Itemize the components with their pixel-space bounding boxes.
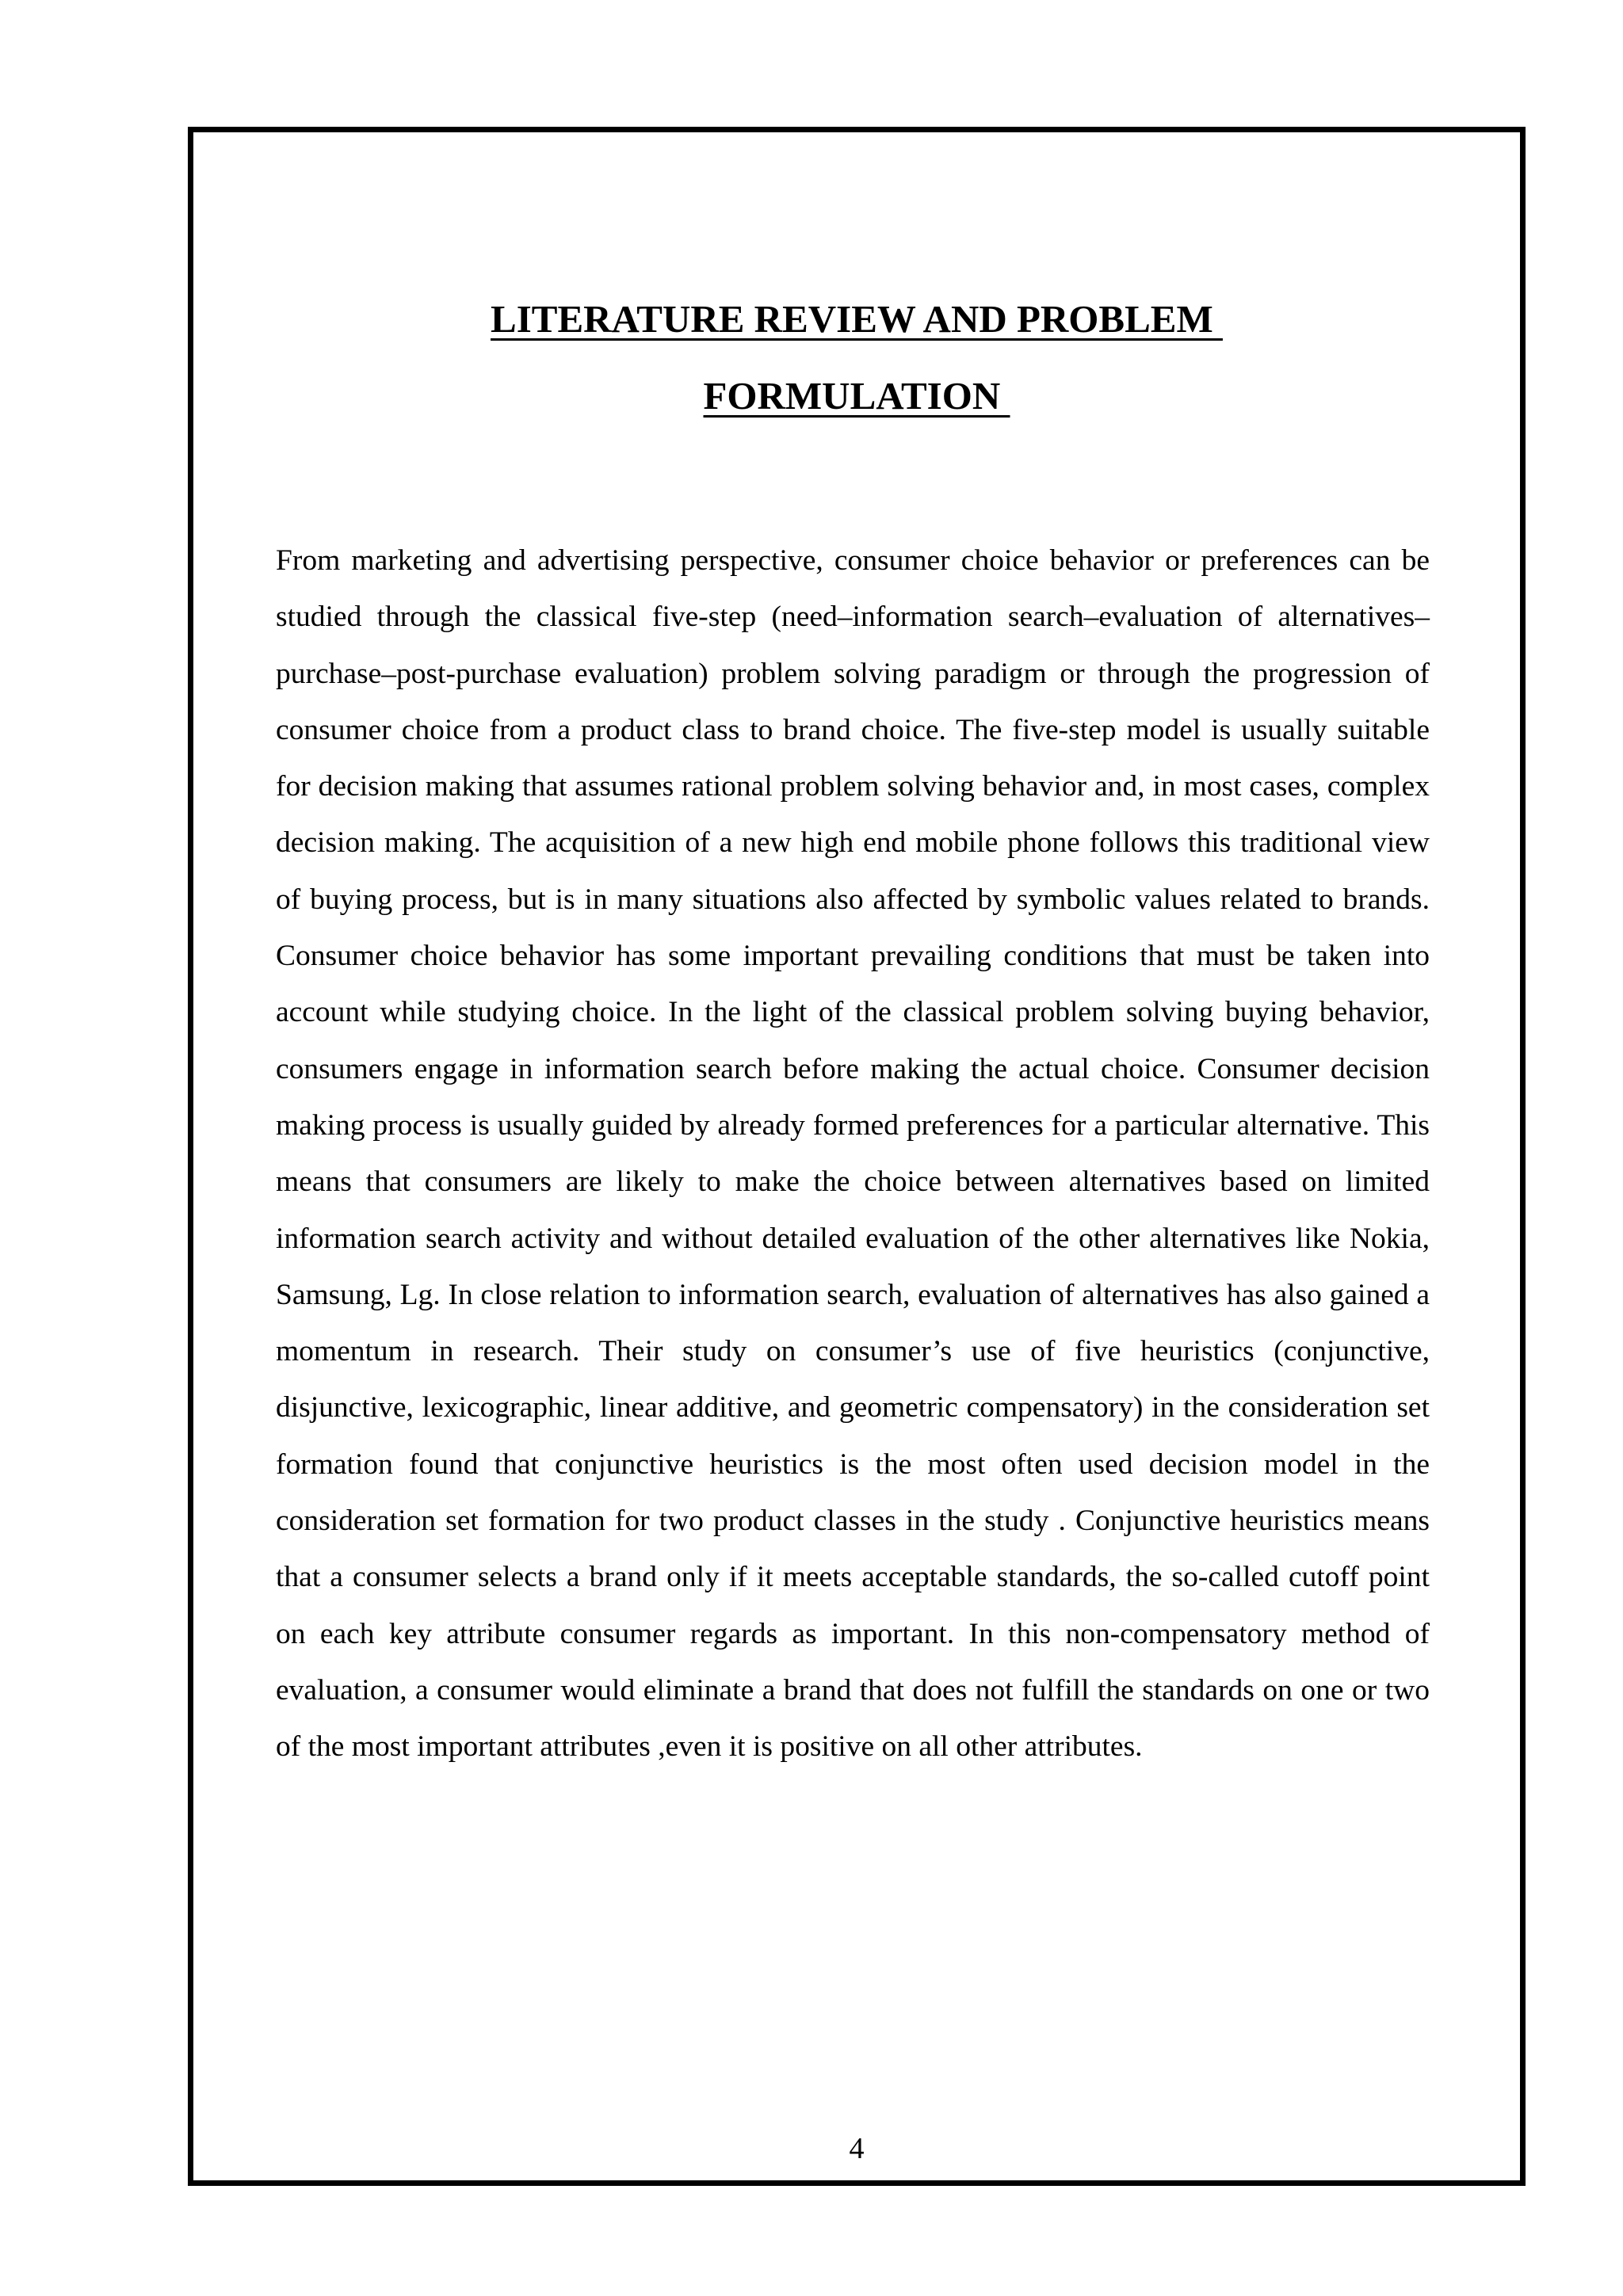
page-title-line-2: FORMULATION [703,374,1010,418]
page-number: 4 [849,2132,865,2165]
body-paragraph: From marketing and advertising perspective, consumer choice behavior or preferences can be studied through the classical five-step (need–information search–evaluation of alternatives–purchase–post-purchase evaluation) problem solving paradigm or through the progression of consumer choice from a product class to brand choice. The five-step model is usually suitable for decision making that assumes rational problem solving behavior and, in most cases, complex decision making. The acquisition of a new high end mobile phone follows this traditional view of buying process, but is in many situations also affected by symbolic values related to brands. Consumer choice behavior has some important prevailing conditions that must be taken into account while studying choice. In the light of the classical problem solving buying behavior, consumers engage in information search before making the actual choice. Consumer decision making process is usually guided by already formed preferences for a particular alternative. This means that consumers are likely to make the choice between alternatives based on limited information search activity and without detailed evaluation of the other alternatives like Nokia, Samsung, Lg. In close relation to information search, evaluation of alternatives has also gained a momentum in research. Their study on consumer’s use of five heuristics (conjunctive, disjunctive, lexicographic, linear additive, and geometric compensatory) in the consideration set formation found that conjunctive heuristics is the most often used decision model in the consideration set formation for two product classes in the study . Conjunctive heuristics means that a consumer selects a brand only if it meets acceptable standards, the so-called cutoff point on each key attribute consumer regards as important. In this non-compensatory method of evaluation, a consumer would eliminate a brand that does not fulfill the standards on one or two of the most important attributes ,even it is positive on all other attributes. [276,544,1430,1764]
page-title-line-1: LITERATURE REVIEW AND PROBLEM [491,297,1223,341]
